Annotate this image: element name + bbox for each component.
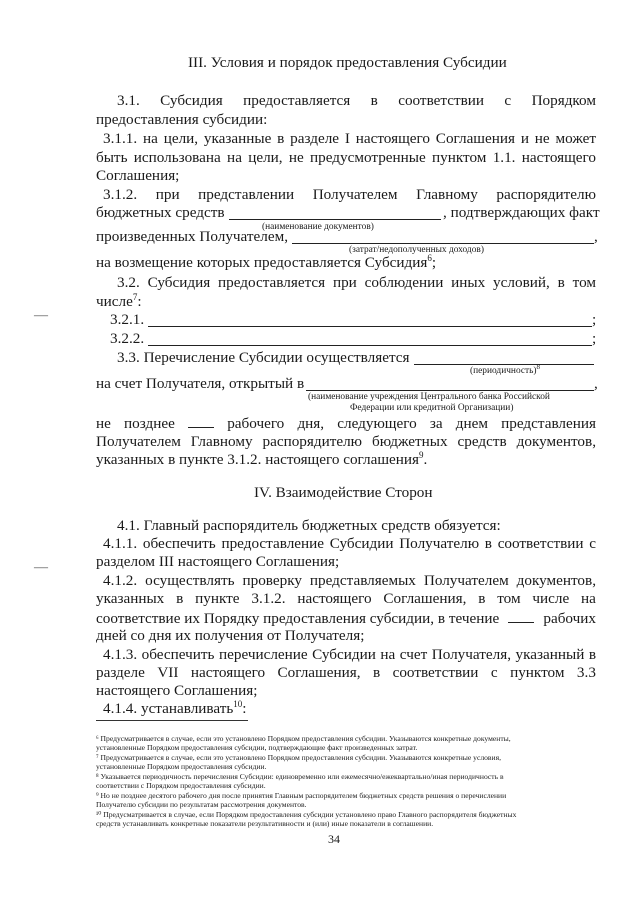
footnote-line: ¹⁰ Предусматривается в случае, если Порядком предоставления субсидии установлено право Главного распорядителя бюджетных: [96, 810, 517, 819]
footnote-line: ⁶ Предусматривается в случае, если это установлено Порядком предоставления субсидии. Указываются конкретные документы,: [96, 734, 511, 743]
clause-4-1-2-line3: соответствие их Порядку предоставления субсидии, в течение рабочих: [96, 610, 596, 627]
footnote-line: соответствии с Порядком предоставления субсидии.: [96, 781, 266, 790]
margin-mark: —: [34, 560, 48, 575]
document-page: III. Условия и порядок предоставления Субсидии 3.1. Субсидия предоставляется в соответствии с Порядком предоставления субсидии: 3.1.1. на цели, указанные в разделе I настоящего Соглашения и не может быть использована на цели, не предусмотренные пунктом 1.1. настоящего Соглашения; 3.1.2. при представлении Получателем Главному распорядителю бюджетных средств , подтверждающих факт (наименование документов) произведенных Получателем, , (затрат/недополученных доходов) на возмещение которых предоставляется Субсидия$^6$; 3.2. Субсидия предоставляется при соблюдении иных условий, в том числе$^7$: 3.2.1. ; 3.2.2. ; 3.3. Перечисление Субсидии осуществляется (периодичность)$^8$ на счет Получателя, открытый в , (наименование учреждения Центрального банка Российской Федерации или кредитной Организации) не позднее рабочего дня, следующего за днем представления Получателем Главному распорядителю бюджетных средств документов, указанных в пункте 3.1.2. настоящего соглашения$^9$. IV. Взаимодействие Сторон 4.1. Главный распорядитель бюджетных средств обязуется: 4.1.1. обеспечить предоставление Субсидии Получателю в соответствии с разделом III настоящего Соглашения; 4.1.2. осуществлять проверку представляемых Получателем документов, указанных в пункте 3.1.2. настоящего Соглашения, в том числе на соответствие их Порядку предоставления субсидии, в течение рабочих дней со дня их получения от Получателя; 4.1.3. обеспечить перечисление Субсидии на счет Получателя, указанный в разделе VII настоящего Соглашения, в соответствии с пунктом 3.3 настоящего Соглашения; 4.1.4. устанавливать$^{10}$: — — ⁶ Предусматривается в случае, если это установлено Порядком предоставления субсидии. Указываются конкретные документы, установленные Порядком предоставления субсидии, подтверждающие факт произведенных затрат. ⁷ Предусматривается в случае, если это установлено Порядком предоставления субсидии. Указываются конкретные условия, установленные Порядком предоставления субсидии. ⁸ Указывается периодичность перечисления Субсидии: единовременно или ежемесячно/ежеквартально/иная периодичность в соответствии с Порядком предоставления субсидии. ⁹ Но не позднее десятого рабочего дня после принятия Главным распорядителем бюджетных средств решения о перечислении Получателю субсидии по результатам рассмотрения документов. ¹⁰ Предусматривается в случае, если Порядком предоставления субсидии установлено право Главного распорядителя бюджетных средств устанавливать конкретные показатели результативности и (или) иные показатели в соглашении. 34: [34, 54, 600, 846]
clause-4-1-1-line2: разделом III настоящего Соглашения;: [96, 553, 340, 570]
clause-3-3-line2: на счет Получателя, открытый в: [96, 375, 305, 392]
clause-4-1-4: 4.1.4. устанавливать$^{10}$:: [103, 698, 247, 717]
hint-documents: (наименование документов): [262, 222, 374, 232]
clause-4-1-2-line2: указанных в пункте 3.1.2. настоящего Соглашения, в том числе на: [96, 590, 596, 607]
clause-3-1-2-line4: на возмещение которых предоставляется Субсидия$^6$;: [96, 252, 437, 271]
blank-expenses[interactable]: [292, 243, 594, 244]
footnote-line: ⁸ Указывается периодичность перечисления Субсидии: единовременно или ежемесячно/ежеквартально/иная периодичность в: [96, 772, 504, 781]
blank-workday[interactable]: [188, 414, 214, 428]
page-number: 34: [328, 832, 340, 846]
hint-periodicity: (периодичность)$^8$: [470, 362, 541, 376]
clause-4-1-1-line1: 4.1.1. обеспечить предоставление Субсидии Получателю в соответствии с: [103, 535, 596, 552]
blank-3-2-1[interactable]: [148, 326, 592, 327]
clause-4-1-3-line2: разделе VII настоящего Соглашения, в соответствии с пунктом 3.3: [96, 664, 596, 681]
footnote-ref-8[interactable]: 8: [536, 362, 541, 371]
clause-3-1-1-line2: быть использована на цели, не предусмотренные пунктом 1.1. настоящего: [96, 149, 596, 166]
hint-bank-1: (наименование учреждения Центрального банка Российской: [308, 392, 550, 402]
section-4-heading: IV. Взаимодействие Сторон: [254, 484, 433, 501]
footnote-ref-6[interactable]: 6: [427, 252, 432, 263]
clause-3-1-1-line3: Соглашения;: [96, 167, 180, 184]
footnote-line: установленные Порядком предоставления субсидии, подтверждающие факт произведенных затрат.: [96, 743, 418, 752]
footnote-separator: [96, 720, 248, 721]
clause-3-2-1: 3.2.1.: [110, 311, 145, 328]
clause-3-2-2: 3.2.2.: [110, 330, 145, 347]
clause-3-1-2-line1: 3.1.2. при представлении Получателем Главному распорядителю: [103, 186, 596, 203]
footnote-line: Получателю субсидии по результатам рассмотрения документов.: [96, 800, 307, 809]
footnote-ref-10[interactable]: 10: [233, 698, 243, 709]
footnote-line: ⁷ Предусматривается в случае, если это установлено Порядком предоставления субсидии. Указываются конкретные условия,: [96, 753, 501, 762]
blank-3-2-2[interactable]: [148, 345, 592, 346]
clause-4-1-3-line3: настоящего Соглашения;: [96, 682, 258, 699]
clause-3-3-line5: указанных в пункте 3.1.2. настоящего соглашения$^9$.: [96, 449, 428, 468]
clause-3-1-2-line2a: бюджетных средств: [96, 204, 225, 221]
hint-expenses: (затрат/недополученных доходов): [349, 245, 484, 255]
clause-3-3-line1: 3.3. Перечисление Субсидии осуществляется: [117, 349, 410, 366]
clause-3-3-line4: Получателем Главному распорядителю бюджетных средств документов,: [96, 433, 596, 450]
footnote-line: средств устанавливать конкретные показатели результативности и (или) иные показатели в соглашении.: [96, 819, 434, 828]
hint-bank-2: Федерации или кредитной Организации): [350, 403, 514, 413]
clause-4-1-2-line1: 4.1.2. осуществлять проверку представляемых Получателем документов,: [103, 572, 596, 589]
clause-4-1: 4.1. Главный распорядитель бюджетных средств обязуется:: [117, 517, 501, 534]
clause-4-1-3-line1: 4.1.3. обеспечить перечисление Субсидии на счет Получателя, указанный в: [103, 646, 596, 663]
clause-3-3-line3: не позднее рабочего дня, следующего за днем представления: [96, 415, 596, 432]
clause-3-1-1-line1: 3.1.1. на цели, указанные в разделе I настоящего Соглашения и не может: [103, 130, 596, 147]
footnote-line: ⁹ Но не позднее десятого рабочего дня после принятия Главным распорядителем бюджетных средств решения о перечислении: [96, 791, 507, 800]
footnote-ref-7[interactable]: 7: [132, 291, 138, 302]
clause-3-1-line1: 3.1. Субсидия предоставляется в соответствии с Порядком: [117, 92, 596, 109]
footnote-line: установленные Порядком предоставления субсидии.: [96, 762, 267, 771]
blank-days[interactable]: [508, 609, 534, 623]
blank-documents[interactable]: [229, 219, 441, 220]
clause-3-1-line2: предоставления субсидии:: [96, 111, 268, 128]
clause-3-2-line2: числе$^7$:: [96, 291, 142, 310]
section-3-heading: III. Условия и порядок предоставления Субсидии: [188, 54, 507, 71]
margin-mark: —: [34, 308, 48, 323]
clause-3-1-2-line2b: , подтверждающих факт: [443, 204, 600, 221]
blank-periodicity[interactable]: [414, 364, 594, 365]
clause-4-1-2-line4: дней со дня их получения от Получателя;: [96, 627, 365, 644]
blank-bank[interactable]: [306, 390, 594, 391]
clause-3-2-line1: 3.2. Субсидия предоставляется при соблюдении иных условий, в том: [117, 274, 596, 291]
footnote-ref-9[interactable]: 9: [419, 449, 424, 460]
clause-3-1-2-line3: произведенных Получателем,: [96, 228, 289, 245]
